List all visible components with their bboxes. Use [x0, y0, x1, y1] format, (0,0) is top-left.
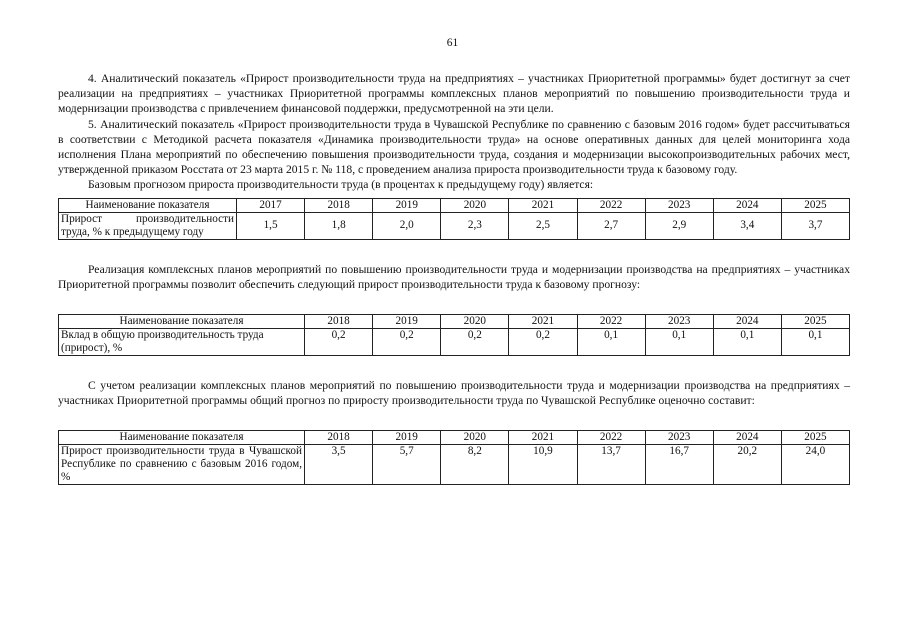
table-header-cell: 2021 [509, 198, 577, 212]
indicator-name-cell: Вклад в общую производительность труда (прирост), % [59, 329, 305, 356]
indicator-name-cell: Прирост производительности труда, % к предыдущему году [59, 212, 237, 239]
value-cell: 0,1 [577, 329, 645, 356]
value-cell: 3,4 [713, 212, 781, 239]
table-header-cell: Наименование показателя [59, 431, 305, 445]
value-cell: 0,2 [305, 329, 373, 356]
value-cell: 13,7 [577, 445, 645, 485]
table-header-cell: 2022 [577, 315, 645, 329]
table-header-row [59, 431, 850, 445]
indicator-name-cell: Прирост производительности труда в Чувашской Республике по сравнению с базовым 2016 годом, % [59, 445, 305, 485]
base-forecast-table [58, 198, 850, 240]
value-cell: 5,7 [373, 445, 441, 485]
value-cell: 2,3 [441, 212, 509, 239]
table-header-cell: 2023 [645, 431, 713, 445]
value-cell: 2,5 [509, 212, 577, 239]
value-cell: 16,7 [645, 445, 713, 485]
table-row [59, 329, 850, 356]
table-header-cell: 2019 [373, 431, 441, 445]
paragraph-base-forecast: Базовым прогнозом прироста производительности труда (в процентах к предыдущему году) является: [88, 178, 594, 192]
table-header-cell: 2018 [305, 198, 373, 212]
table-header-cell: 2022 [577, 431, 645, 445]
value-cell: 8,2 [441, 445, 509, 485]
table-header-cell: 2024 [713, 431, 781, 445]
paragraph-5: 5. Аналитический показатель «Прирост производительности труда в Чувашской Республике по сравнению с базовым 2016 годом» будет рассчитываться в соответствии с Методикой расчета показателя «Динамика производительности труда» на основе оперативных данных для целей мониторинга хода исполнения Плана мероприятий по обеспечению повышения производительности труда, создания и модернизации высокопроизводительных рабочих мест, утвержденной приказом Росстата от 23 марта 2015 г. № 118, с проведением анализа прироста производительности труда к базовому году. [58, 117, 850, 177]
table-header-cell: 2018 [305, 315, 373, 329]
table-header-cell: 2023 [645, 198, 713, 212]
table-header-cell: 2018 [305, 431, 373, 445]
table-header-cell: 2019 [373, 315, 441, 329]
table-header-row [59, 198, 850, 212]
value-cell: 2,7 [577, 212, 645, 239]
table-header-cell: 2020 [441, 431, 509, 445]
table-header-cell: 2025 [781, 431, 849, 445]
table-header-cell: Наименование показателя [59, 315, 305, 329]
table-header-cell: Наименование показателя [59, 198, 237, 212]
value-cell: 10,9 [509, 445, 577, 485]
table-header-cell: 2025 [781, 315, 849, 329]
overall-forecast-table [58, 430, 850, 485]
value-cell: 0,1 [713, 329, 781, 356]
table-header-cell: 2024 [713, 198, 781, 212]
value-cell: 2,9 [645, 212, 713, 239]
table-header-cell: 2017 [237, 198, 305, 212]
table-header-cell: 2020 [441, 315, 509, 329]
table-header-cell: 2019 [373, 198, 441, 212]
value-cell: 20,2 [713, 445, 781, 485]
table-header-cell: 2021 [509, 431, 577, 445]
value-cell: 2,0 [373, 212, 441, 239]
table-header-cell: 2020 [441, 198, 509, 212]
value-cell: 24,0 [781, 445, 849, 485]
value-cell: 0,1 [781, 329, 849, 356]
paragraph-4: 4. Аналитический показатель «Прирост производительности труда на предприятиях – участниках Приоритетной программы» будет достигнут за счет реализации на предприятиях – участниках Приоритетной программы комплексных планов мероприятий по повышению производительности труда и модернизации производства с привлечением финансовой поддержки, предусмотренной на эти цели. [58, 72, 850, 116]
value-cell: 0,2 [509, 329, 577, 356]
table-header-cell: 2024 [713, 315, 781, 329]
contribution-table [58, 314, 850, 356]
value-cell: 1,5 [237, 212, 305, 239]
page-number: 61 [446, 37, 459, 49]
value-cell: 0,1 [645, 329, 713, 356]
table-row [59, 445, 850, 485]
value-cell: 0,2 [441, 329, 509, 356]
value-cell: 3,5 [305, 445, 373, 485]
table-header-cell: 2023 [645, 315, 713, 329]
value-cell: 3,7 [781, 212, 849, 239]
table-row [59, 212, 850, 239]
paragraph-overall-forecast: С учетом реализации комплексных планов мероприятий по повышению производительности труда и модернизации производства на предприятиях – участниках Приоритетной программы общий прогноз по приросту производительности труда по Чувашской Республике оценочно составит: [58, 379, 850, 408]
table-header-cell: 2025 [781, 198, 849, 212]
table-header-cell: 2021 [509, 315, 577, 329]
table-header-cell: 2022 [577, 198, 645, 212]
document-body [58, 71, 850, 485]
paragraph-implementation: Реализация комплексных планов мероприятий по повышению производительности труда и модернизации производства на предприятиях – участниках Приоритетной программы позволит обеспечить следующий прирост производительности труда к базовому прогнозу: [58, 262, 850, 291]
table-header-row [59, 315, 850, 329]
value-cell: 0,2 [373, 329, 441, 356]
value-cell: 1,8 [305, 212, 373, 239]
